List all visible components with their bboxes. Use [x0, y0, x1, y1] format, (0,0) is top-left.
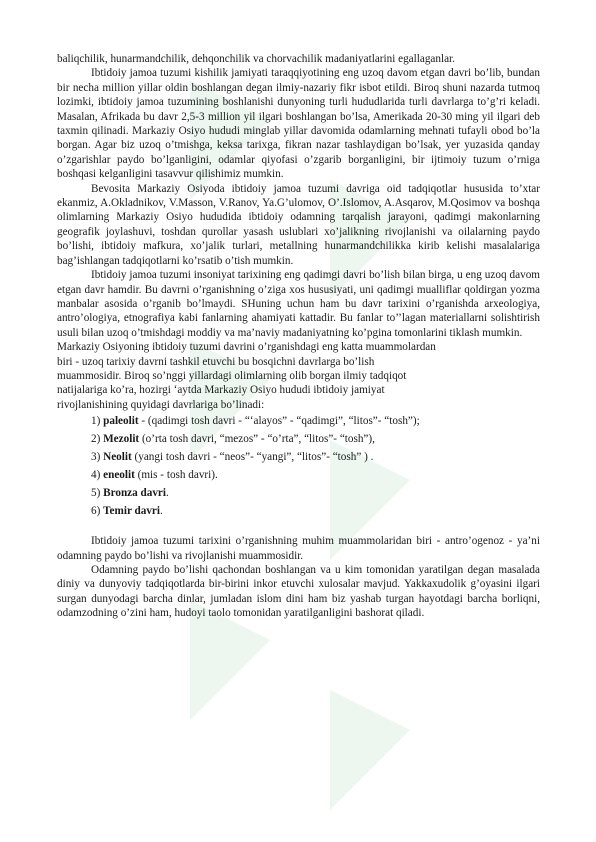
list-item: 3) Neolit (yangi tosh davri - “neos”- “yangi”, “litos”- “tosh” ) . [91, 451, 374, 464]
text-line: muammosidir. Biroq so’nggi yillardagi olimlarning olib borgan ilmiy tadqiqot [57, 369, 407, 382]
document-page [57, 52, 540, 621]
paragraph-continuation: baliqchilik, hunarmandchilik, dehqonchilik va chorvachilik madaniyatlarini egallaganlar. [57, 53, 455, 65]
periods-list [57, 412, 540, 520]
paragraph-anthropogenesis: Ibtidoiy jamoa tuzumi tarixini o’rganishning muhim muammolaridan biri - antro’ogenoz - ya’ni odamning paydo bo’lishi va rivojlanishi muammosidir. [57, 535, 540, 562]
text-line: natijalariga ko’ra, hozirgi ‘aytda Markaziy Osiyo hududi ibtidoiy jamiyat [57, 384, 385, 397]
text-line: biri - uzoq tarixiy davrni tashkil etuvchi bu bosqichni davrlarga bo’lish [57, 355, 375, 368]
paragraph-research-overview: Bevosita Markaziy Osiyoda ibtidoiy jamoa tuzumi davriga oid tadqiqotlar hususida to’xtar ekanmiz, A.Okladnikov, V.Masson, V.Ranov, Ya.G’ulomov, O’.Islomov, A.Asqarov, M.Qosimov va boshqa olimlarning Markaziy Osiyo hududida ibtidoiy odamning tarqalish jarayoni, qadimgi makonlarning geografik joylashuvi, toshdan qurollar yasash uslublari xo’jalikning rivojlanishi va oilalarning paydo bo’lishi, ibtidoiy mafkura, xo’jalik turlari, metallning hunarmandchilikka kirib kelishi masalalariga bag’ishlangan tadqiqotlarni ko’rsatib o’tish mumkin. [57, 182, 540, 267]
list-item: 6) Temir davri. [91, 505, 163, 518]
paragraph-study-methods: Ibtidoiy jamoa tuzumi insoniyat tarixining eng qadimgi davri bo’lish bilan birga, u eng uzoq davom etgan davr hamdir. Bu davrni o’rganishning o’ziga xos hususiyati, uni qadimgi mualliflar qoldirgan yozma manbalar asosida o’rganib bo’lmaydi. SHuning uchun ham bu davr tarixini o’rganishda arxeologiya, antro’ologiya, etnografiya kabi fanlarning ahamiyati kattadir. Bu fanlar to’’lagan materiallarni solishtirish usuli bilan uzoq o’tmishdagi moddiy va ma’naviy madaniyatning ko’pgina tomonlarini tiklash mumkin. [57, 269, 540, 339]
text-line: Markaziy Osiyoning ibtidoiy tuzumi davrini o’rganishdagi eng katta muammolardan [57, 341, 436, 354]
paragraph-periodization [57, 340, 540, 412]
spacer [57, 520, 540, 534]
paragraph-primitive-society: Ibtidoiy jamoa tuzumi kishilik jamiyati taraqqiyotining eng uzoq davom etgan davri bo’lib, bundan bir necha million yillar oldin boshlangan degan ilmiy-nazariy fikr isbot etildi. Biroq shuni nazarda tutmoq lozimki, ibtidoiy jamoa tuzumining boshlanishi dunyoning turli hududlarida turli davrlarga to’g’ri keladi. Masalan, Afrikada bu davr 2,5-3 million yil ilgari boshlangan bo’lsa, Amerikada 20-30 ming yil ilgari deb taxmin qilinadi. Markaziy Osiyo hududi minglab yillar davomida odamlarning mehnati tufayli obod bo’la borgan. Agar biz uzoq o’tmishga, keksa tarixga, fikran nazar tashlaydigan bo’lsak, yer yuzasida qanday o’zgarishlar paydo bo’lganligini, odamlar qiyofasi o’zgarib borganligini, bir ijtimoiy tuzum o’rniga boshqasi kelganligini tasavvur qilishimiz mumkin. [57, 67, 540, 181]
list-item: 2) Mezolit (o’rta tosh davri, “mezos” - “o’rta”, “litos”- “tosh”), [91, 433, 375, 446]
text-line: rivojlanishining quyidagi davrlariga bo’linadi: [57, 398, 265, 411]
list-item: 4) eneolit (mis - tosh davri). [91, 469, 218, 482]
list-item: 1) paleolit - (qadimgi tosh davri - “‘alayos” - “qadimgi”, “litos”- “tosh”); [91, 415, 420, 428]
paragraph-origin-of-man: Odamning paydo bo’lishi qachondan boshlangan va u kim tomonidan yaratilgan degan masalada diniy va dunyoviy tadqiqotlarda bir-birini inkor etuvchi xulosalar mavjud. Yakkaxudolik g’oyasini ilgari surgan dunyodagi barcha dinlar, jumladan islom dini ham biz yashab turgan hayotdagi barcha borliqni, odamzodning o’zini ham, hudoyi taolo tomonidan yaratilganligini bashorat qiladi. [57, 563, 540, 620]
list-item: 5) Bronza davri. [91, 487, 169, 500]
